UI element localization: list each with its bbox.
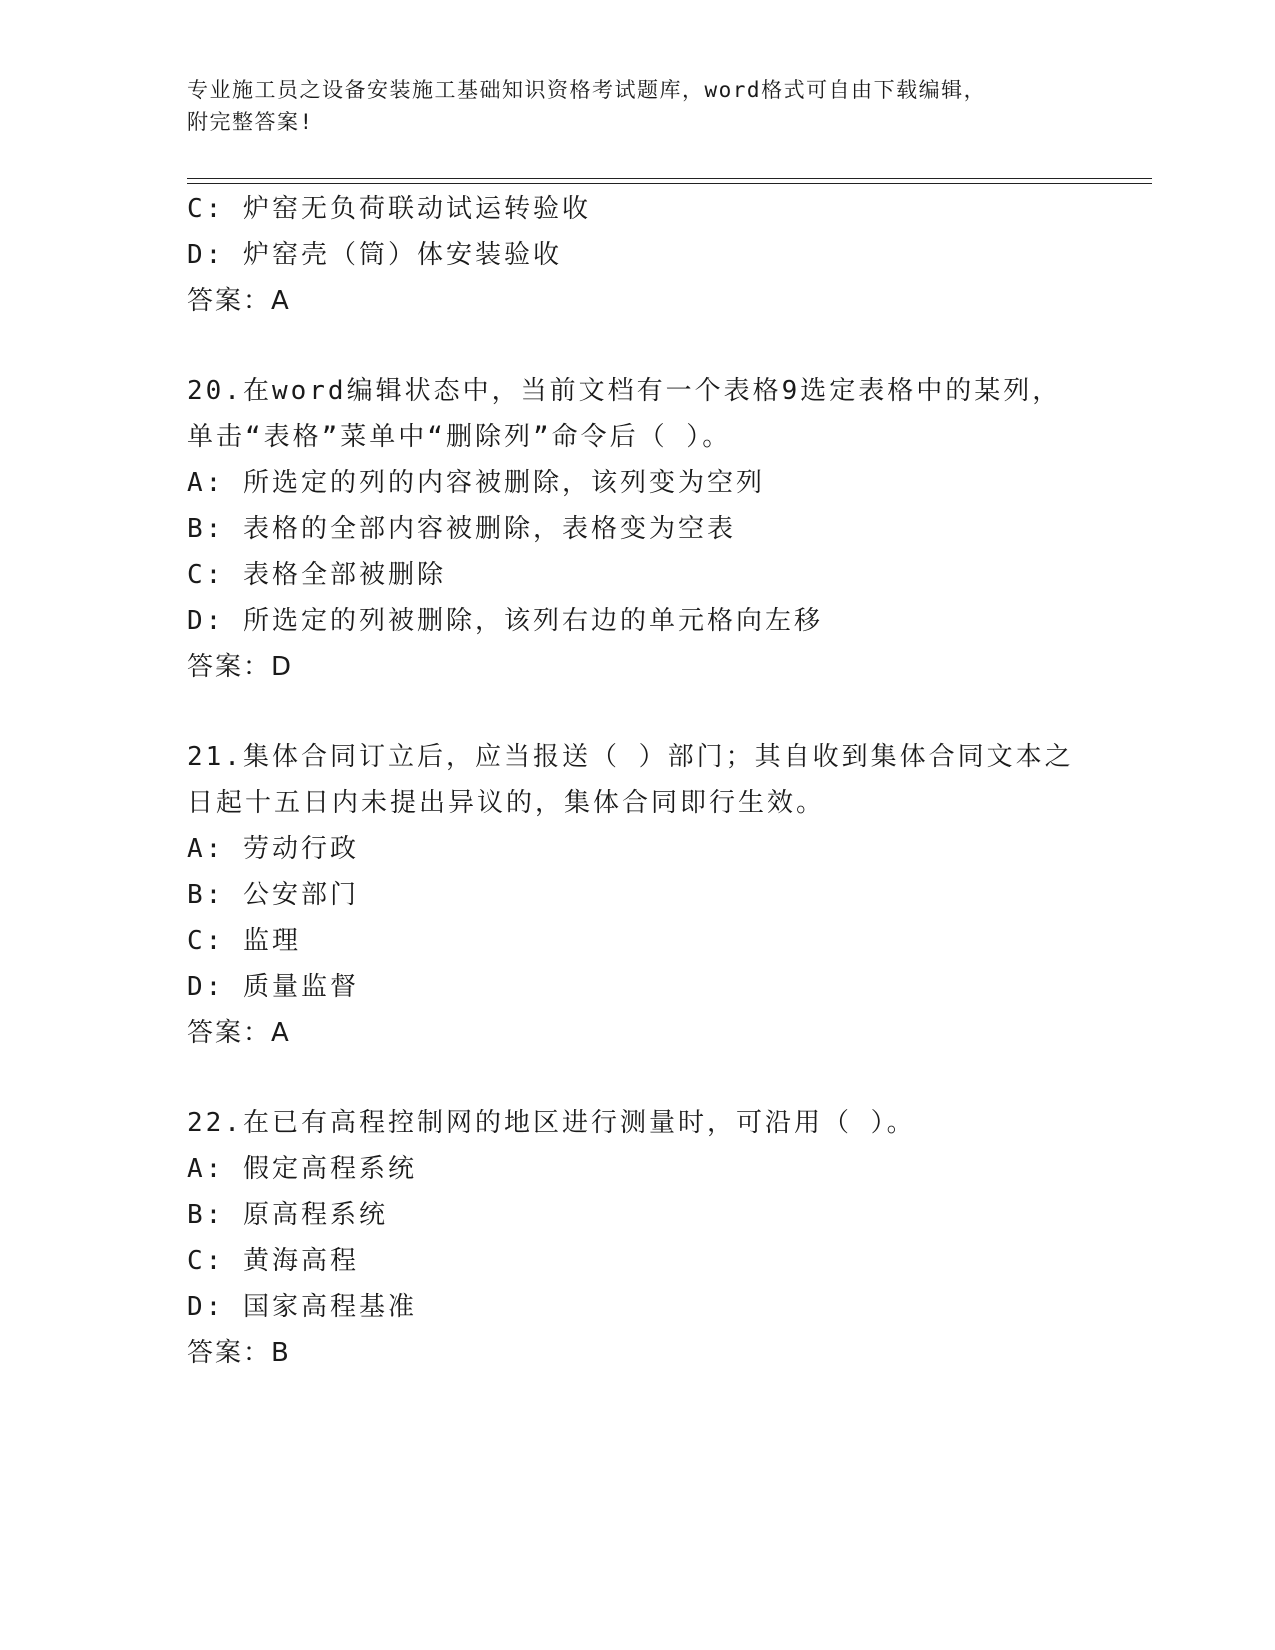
- question-stem: 单击“表格”菜单中“删除列”命令后（ ）。: [187, 422, 732, 452]
- option-d: D: 国家高程基准: [187, 1292, 417, 1322]
- option-c: C: 黄海高程: [187, 1246, 359, 1276]
- question-stem: 22.在已有高程控制网的地区进行测量时，可沿用（ ）。: [187, 1108, 916, 1138]
- option-a: A: 劳动行政: [187, 834, 359, 864]
- spacer: [187, 690, 1127, 734]
- option-d: D: 质量监督: [187, 972, 359, 1002]
- spacer: [187, 324, 1127, 368]
- question-20: [187, 368, 1127, 690]
- option-b: B: 原高程系统: [187, 1200, 388, 1230]
- option-b: B: 表格的全部内容被删除，表格变为空表: [187, 514, 736, 544]
- option-a: A: 假定高程系统: [187, 1154, 417, 1184]
- option-d: D: 所选定的列被删除，该列右边的单元格向左移: [187, 606, 823, 636]
- spacer: [187, 1056, 1127, 1100]
- answer-line: 答案：B: [187, 1338, 291, 1368]
- option-c: C: 表格全部被删除: [187, 560, 446, 590]
- question-stem: 日起十五日内未提出异议的，集体合同即行生效。: [187, 788, 826, 818]
- option-a: A: 所选定的列的内容被删除，该列变为空列: [187, 468, 765, 498]
- option-c: C: 监理: [187, 926, 301, 956]
- question-stem: 20.在word编辑状态中，当前文档有一个表格9选定表格中的某列，: [187, 376, 1062, 406]
- option-b: B: 公安部门: [187, 880, 359, 910]
- answer-line: 答案：A: [187, 286, 291, 316]
- header-divider-top: [187, 178, 1152, 179]
- answer-line: 答案：D: [187, 652, 294, 682]
- option-c: C: 炉窑无负荷联动试运转验收: [187, 194, 591, 224]
- option-d: D: 炉窑壳（筒）体安装验收: [187, 240, 562, 270]
- question-21: [187, 734, 1127, 1056]
- header-line-1: 专业施工员之设备安装施工基础知识资格考试题库，word格式可自由下载编辑，: [187, 78, 987, 102]
- question-22: [187, 1100, 1127, 1376]
- answer-line: 答案：A: [187, 1018, 291, 1048]
- question-content: [187, 186, 1127, 1376]
- document-header: [187, 74, 1077, 138]
- header-line-2: 附完整答案!: [187, 110, 314, 134]
- question-stem: 21.集体合同订立后，应当报送（ ）部门；其自收到集体合同文本之: [187, 742, 1074, 772]
- header-divider-bottom: [187, 183, 1152, 184]
